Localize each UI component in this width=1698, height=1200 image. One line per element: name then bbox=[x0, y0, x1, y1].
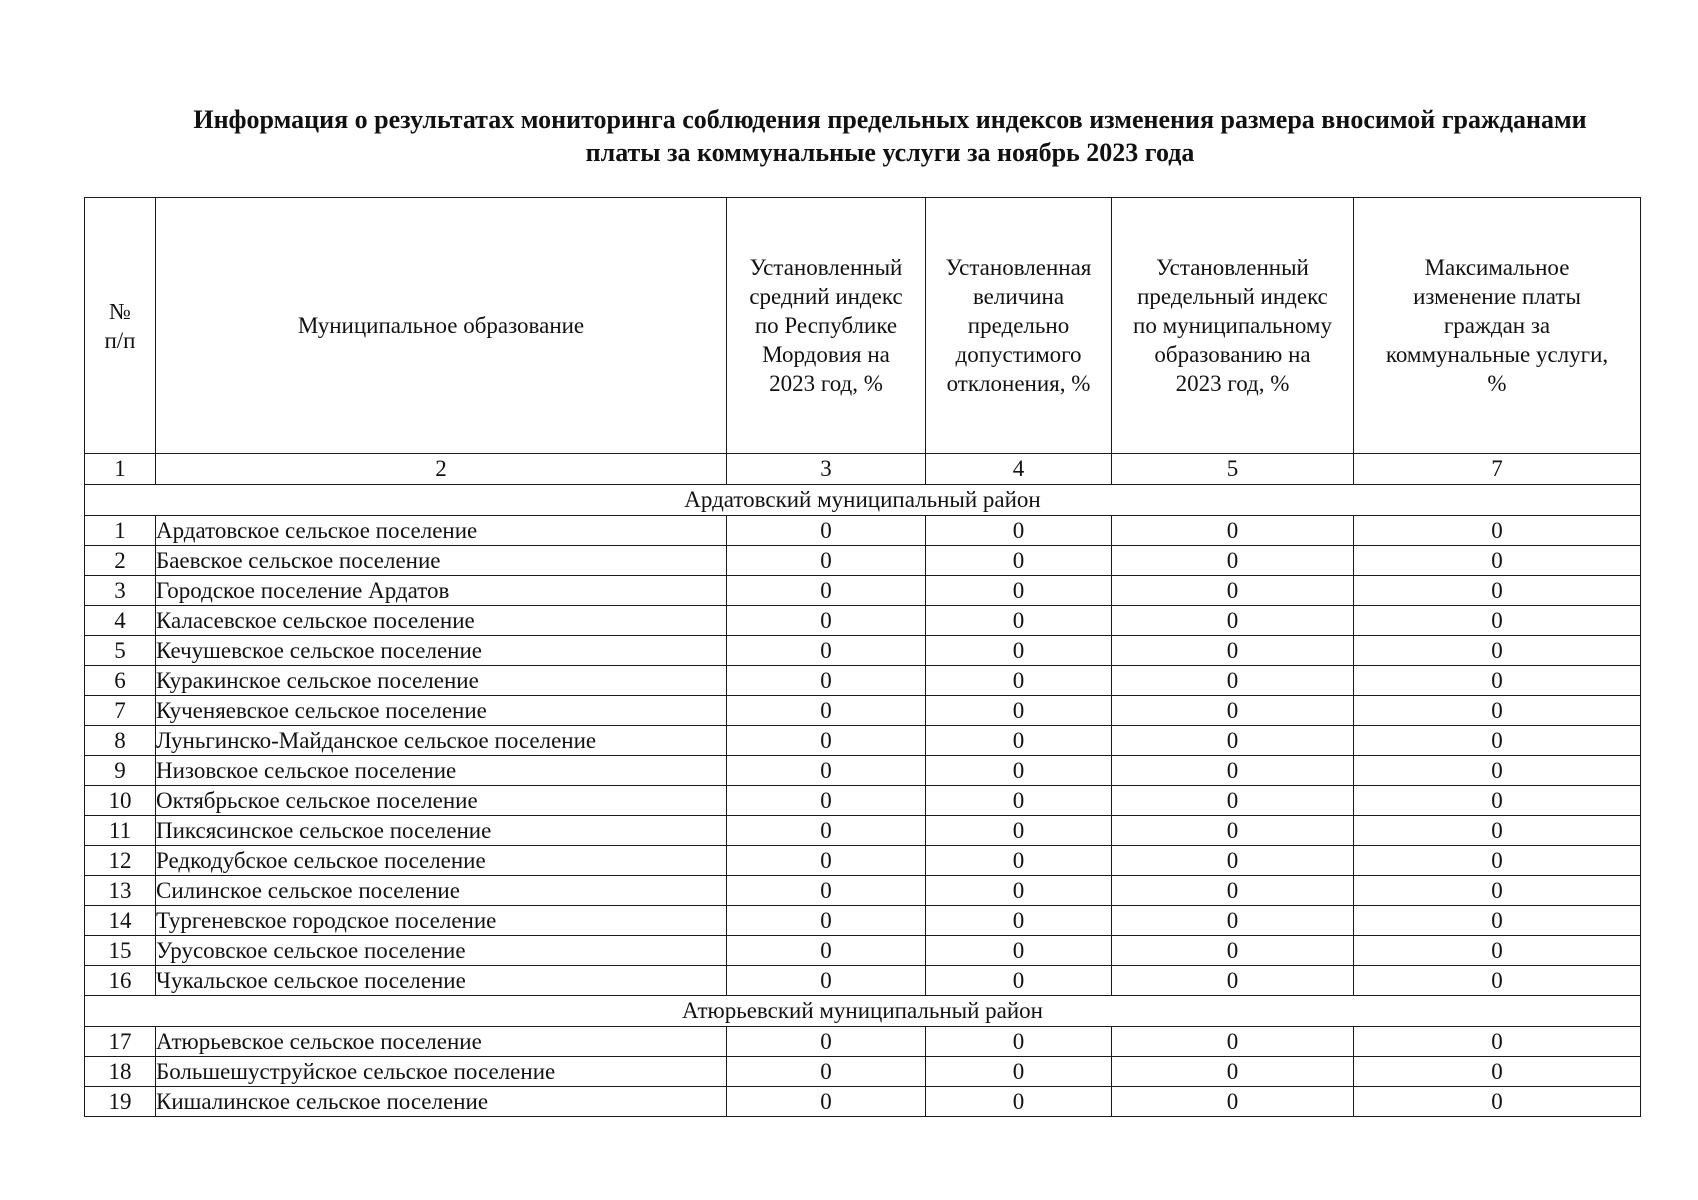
limit-index-value: 0 bbox=[1112, 756, 1354, 786]
column-number: 3 bbox=[727, 454, 926, 485]
row-number: 11 bbox=[85, 816, 156, 846]
deviation-value: 0 bbox=[926, 936, 1112, 966]
district-row bbox=[85, 996, 1641, 1027]
header-text-line: Установленный bbox=[749, 255, 903, 280]
header-municipal-limit-index bbox=[1112, 198, 1354, 454]
municipality-name: Кечушевское сельское поселение bbox=[156, 636, 727, 666]
header-text-line: величина bbox=[972, 284, 1065, 309]
row-number: 1 bbox=[85, 516, 156, 546]
table-row bbox=[85, 1087, 1641, 1117]
max-change-value: 0 bbox=[1354, 516, 1641, 546]
max-change-value: 0 bbox=[1354, 726, 1641, 756]
deviation-value: 0 bbox=[926, 576, 1112, 606]
header-text-line: образованию на bbox=[1154, 342, 1311, 367]
limit-index-value: 0 bbox=[1112, 576, 1354, 606]
limit-index-value: 0 bbox=[1112, 1087, 1354, 1117]
deviation-value: 0 bbox=[926, 786, 1112, 816]
average-index-value: 0 bbox=[727, 516, 926, 546]
header-text-line: изменение платы bbox=[1413, 284, 1581, 309]
table-row bbox=[85, 876, 1641, 906]
column-number: 5 bbox=[1112, 454, 1354, 485]
table-row bbox=[85, 576, 1641, 606]
deviation-value: 0 bbox=[926, 816, 1112, 846]
header-text-line: допустимого bbox=[955, 342, 1082, 367]
table-row bbox=[85, 666, 1641, 696]
average-index-value: 0 bbox=[727, 846, 926, 876]
table-row bbox=[85, 936, 1641, 966]
municipality-name: Городское поселение Ардатов bbox=[156, 576, 727, 606]
deviation-value: 0 bbox=[926, 1027, 1112, 1057]
deviation-value: 0 bbox=[926, 726, 1112, 756]
average-index-value: 0 bbox=[727, 816, 926, 846]
municipality-name: Пиксясинское сельское поселение bbox=[156, 816, 727, 846]
row-number: 14 bbox=[85, 906, 156, 936]
average-index-value: 0 bbox=[727, 546, 926, 576]
header-text-line: предельный индекс bbox=[1137, 284, 1328, 309]
header-text-line: предельно bbox=[967, 313, 1070, 338]
header-number bbox=[85, 198, 156, 454]
municipality-name: Урусовское сельское поселение bbox=[156, 936, 727, 966]
column-number-row bbox=[85, 454, 1641, 485]
max-change-value: 0 bbox=[1354, 966, 1641, 996]
document-title bbox=[90, 103, 1690, 169]
limit-index-value: 0 bbox=[1112, 816, 1354, 846]
limit-index-value: 0 bbox=[1112, 936, 1354, 966]
municipality-name: Чукальское сельское поселение bbox=[156, 966, 727, 996]
header-text-line: по муниципальному bbox=[1133, 313, 1332, 338]
header-allowed-deviation bbox=[926, 198, 1112, 454]
table-row bbox=[85, 846, 1641, 876]
row-number: 13 bbox=[85, 876, 156, 906]
municipality-name: Кученяевское сельское поселение bbox=[156, 696, 727, 726]
header-text-line: 2023 год, % bbox=[769, 371, 883, 396]
municipality-name: Тургеневское городское поселение bbox=[156, 906, 727, 936]
municipality-name: Луньгинско-Майданское сельское поселение bbox=[156, 726, 727, 756]
max-change-value: 0 bbox=[1354, 576, 1641, 606]
deviation-value: 0 bbox=[926, 1087, 1112, 1117]
average-index-value: 0 bbox=[727, 666, 926, 696]
row-number: 5 bbox=[85, 636, 156, 666]
table-row bbox=[85, 966, 1641, 996]
header-average-index bbox=[727, 198, 926, 454]
average-index-value: 0 bbox=[727, 756, 926, 786]
table-row bbox=[85, 726, 1641, 756]
header-text-line: п/п bbox=[104, 327, 136, 353]
max-change-value: 0 bbox=[1354, 846, 1641, 876]
header-text-line: Установленная bbox=[945, 255, 1092, 280]
max-change-value: 0 bbox=[1354, 786, 1641, 816]
district-row bbox=[85, 485, 1641, 516]
average-index-value: 0 bbox=[727, 606, 926, 636]
column-number: 4 bbox=[926, 454, 1112, 485]
average-index-value: 0 bbox=[727, 1057, 926, 1087]
row-number: 17 bbox=[85, 1027, 156, 1057]
max-change-value: 0 bbox=[1354, 936, 1641, 966]
header-text-line: № bbox=[109, 298, 131, 324]
header-text-line: 2023 год, % bbox=[1175, 371, 1290, 396]
title-line-1: Информация о результатах мониторинга соблюдения предельных индексов изменения размера вносимой гражданами bbox=[193, 105, 1587, 134]
max-change-value: 0 bbox=[1354, 606, 1641, 636]
table-row bbox=[85, 1027, 1641, 1057]
header-max-payment-change bbox=[1354, 198, 1641, 454]
deviation-value: 0 bbox=[926, 876, 1112, 906]
header-text-line: по Республике bbox=[754, 313, 898, 338]
header-text-line: Максимальное bbox=[1424, 255, 1570, 280]
average-index-value: 0 bbox=[727, 636, 926, 666]
limit-index-value: 0 bbox=[1112, 1057, 1354, 1087]
deviation-value: 0 bbox=[926, 696, 1112, 726]
deviation-value: 0 bbox=[926, 516, 1112, 546]
max-change-value: 0 bbox=[1354, 756, 1641, 786]
deviation-value: 0 bbox=[926, 636, 1112, 666]
column-number: 2 bbox=[156, 454, 727, 485]
header-text-line: Мордовия на bbox=[762, 342, 890, 367]
max-change-value: 0 bbox=[1354, 1087, 1641, 1117]
limit-index-value: 0 bbox=[1112, 696, 1354, 726]
deviation-value: 0 bbox=[926, 906, 1112, 936]
max-change-value: 0 bbox=[1354, 816, 1641, 846]
row-number: 12 bbox=[85, 846, 156, 876]
deviation-value: 0 bbox=[926, 966, 1112, 996]
header-municipality bbox=[156, 198, 727, 454]
row-number: 2 bbox=[85, 546, 156, 576]
municipality-name: Октябрьское сельское поселение bbox=[156, 786, 727, 816]
max-change-value: 0 bbox=[1354, 906, 1641, 936]
table-row bbox=[85, 816, 1641, 846]
deviation-value: 0 bbox=[926, 1057, 1112, 1087]
deviation-value: 0 bbox=[926, 846, 1112, 876]
header-text-line: средний индекс bbox=[749, 284, 903, 309]
row-number: 9 bbox=[85, 756, 156, 786]
title-line-2: платы за коммунальные услуги за ноябрь 2023 года bbox=[585, 138, 1195, 167]
average-index-value: 0 bbox=[727, 576, 926, 606]
row-number: 18 bbox=[85, 1057, 156, 1087]
deviation-value: 0 bbox=[926, 666, 1112, 696]
table-row bbox=[85, 1057, 1641, 1087]
row-number: 6 bbox=[85, 666, 156, 696]
deviation-value: 0 bbox=[926, 606, 1112, 636]
row-number: 19 bbox=[85, 1087, 156, 1117]
header-text-line: Муниципальное образование bbox=[297, 313, 585, 338]
average-index-value: 0 bbox=[727, 1027, 926, 1057]
row-number: 15 bbox=[85, 936, 156, 966]
average-index-value: 0 bbox=[727, 936, 926, 966]
limit-index-value: 0 bbox=[1112, 846, 1354, 876]
municipality-name: Ардатовское сельское поселение bbox=[156, 516, 727, 546]
municipality-name: Баевское сельское поселение bbox=[156, 546, 727, 576]
average-index-value: 0 bbox=[727, 696, 926, 726]
average-index-value: 0 bbox=[727, 726, 926, 756]
limit-index-value: 0 bbox=[1112, 666, 1354, 696]
limit-index-value: 0 bbox=[1112, 1027, 1354, 1057]
max-change-value: 0 bbox=[1354, 666, 1641, 696]
limit-index-value: 0 bbox=[1112, 606, 1354, 636]
municipality-name: Силинское сельское поселение bbox=[156, 876, 727, 906]
table-row bbox=[85, 696, 1641, 726]
municipality-name: Редкодубское сельское поселение bbox=[156, 846, 727, 876]
district-name: Атюрьевский муниципальный район bbox=[85, 996, 1641, 1027]
limit-index-value: 0 bbox=[1112, 516, 1354, 546]
table-row bbox=[85, 516, 1641, 546]
limit-index-value: 0 bbox=[1112, 726, 1354, 756]
row-number: 3 bbox=[85, 576, 156, 606]
deviation-value: 0 bbox=[926, 546, 1112, 576]
row-number: 8 bbox=[85, 726, 156, 756]
municipality-name: Каласевское сельское поселение bbox=[156, 606, 727, 636]
header-text-line: коммунальные услуги, bbox=[1385, 342, 1609, 367]
average-index-value: 0 bbox=[727, 876, 926, 906]
row-number: 16 bbox=[85, 966, 156, 996]
average-index-value: 0 bbox=[727, 966, 926, 996]
municipality-name: Низовское сельское поселение bbox=[156, 756, 727, 786]
table-row bbox=[85, 786, 1641, 816]
table-row bbox=[85, 906, 1641, 936]
municipality-name: Кишалинское сельское поселение bbox=[156, 1087, 727, 1117]
max-change-value: 0 bbox=[1354, 636, 1641, 666]
limit-index-value: 0 bbox=[1112, 966, 1354, 996]
district-name: Ардатовский муниципальный район bbox=[85, 485, 1641, 516]
header-text-line: Установленный bbox=[1156, 255, 1309, 280]
average-index-value: 0 bbox=[727, 906, 926, 936]
row-number: 4 bbox=[85, 606, 156, 636]
average-index-value: 0 bbox=[727, 1087, 926, 1117]
table-row bbox=[85, 756, 1641, 786]
municipality-name: Атюрьевское сельское поселение bbox=[156, 1027, 727, 1057]
header-text-line: граждан за bbox=[1443, 313, 1551, 338]
municipality-name: Большешуструйское сельское поселение bbox=[156, 1057, 727, 1087]
limit-index-value: 0 bbox=[1112, 906, 1354, 936]
header-row bbox=[85, 198, 1641, 454]
average-index-value: 0 bbox=[727, 786, 926, 816]
row-number: 7 bbox=[85, 696, 156, 726]
limit-index-value: 0 bbox=[1112, 636, 1354, 666]
table-row bbox=[85, 606, 1641, 636]
limit-index-value: 0 bbox=[1112, 876, 1354, 906]
limit-index-value: 0 bbox=[1112, 786, 1354, 816]
table-body bbox=[85, 485, 1641, 1117]
max-change-value: 0 bbox=[1354, 876, 1641, 906]
header-text-line: отклонения, % bbox=[946, 371, 1091, 396]
header-text-line: % bbox=[1487, 371, 1507, 396]
column-number: 1 bbox=[85, 454, 156, 485]
max-change-value: 0 bbox=[1354, 546, 1641, 576]
max-change-value: 0 bbox=[1354, 696, 1641, 726]
monitoring-table bbox=[84, 197, 1641, 1117]
table-row bbox=[85, 636, 1641, 666]
limit-index-value: 0 bbox=[1112, 546, 1354, 576]
deviation-value: 0 bbox=[926, 756, 1112, 786]
max-change-value: 0 bbox=[1354, 1057, 1641, 1087]
column-number: 7 bbox=[1354, 454, 1641, 485]
max-change-value: 0 bbox=[1354, 1027, 1641, 1057]
row-number: 10 bbox=[85, 786, 156, 816]
table-row bbox=[85, 546, 1641, 576]
municipality-name: Куракинское сельское поселение bbox=[156, 666, 727, 696]
